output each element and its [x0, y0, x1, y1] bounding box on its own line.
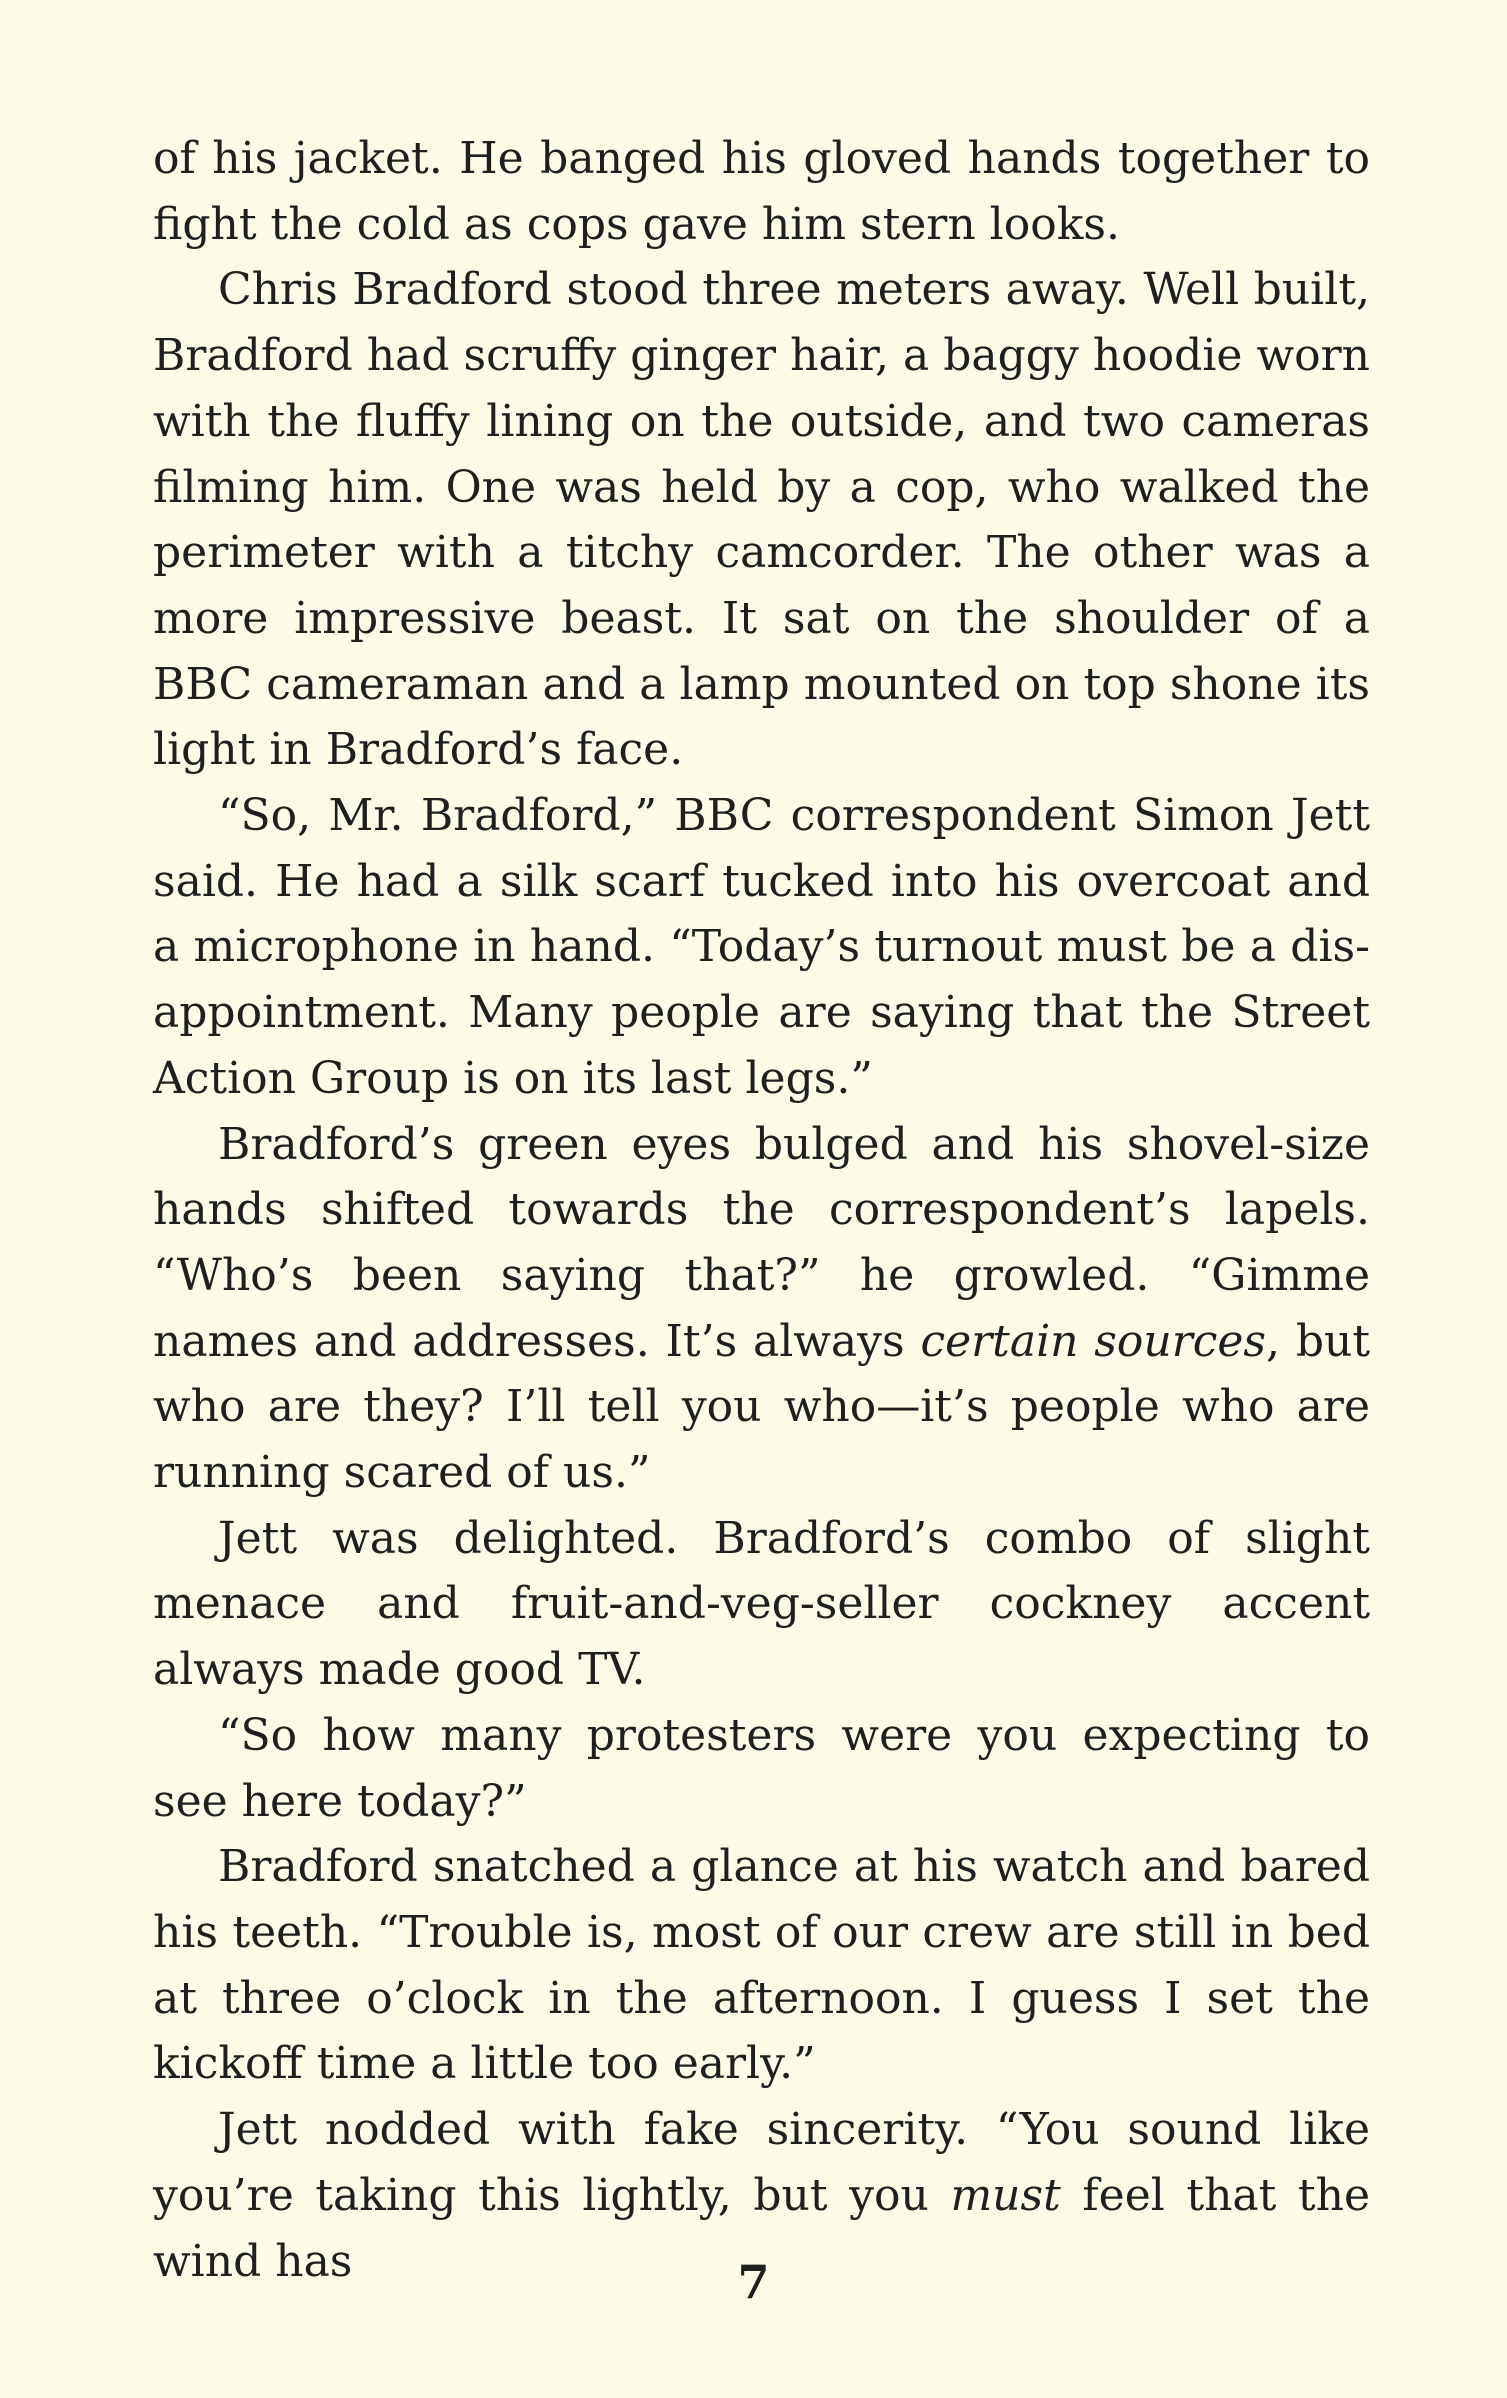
paragraph-6 — [153, 1703, 1370, 1834]
paragraph-7 — [153, 1834, 1370, 2097]
paragraph-4 — [153, 1112, 1370, 1506]
paragraph-text: Chris Bradford stood three meters away. Well built, Bradford had scruffy ginger hair, a baggy hoodie worn with the fluffy lining on the outside, and two cameras filming him. One was held by a cop, who walked the perimeter with a titchy camcorder. The other was a more impressive beast. It sat on the shoulder of a BBC cameraman and a lamp mounted on top shone its light in Bradford’s face. — [153, 264, 1370, 776]
paragraph-text: , but who are they? I’ll tell you who—it’s people who are running scared of us.” — [153, 1315, 1371, 1499]
paragraph-text: Bradford’s green eyes bulged and his shovel-size hands shifted towards the correspondent’s lapels. “Who’s been saying that?” he growled. “Gimme names and addresses. It’s always — [153, 1118, 1370, 1367]
body-text — [153, 126, 1370, 2294]
paragraph-2 — [153, 257, 1370, 783]
paragraph-text: “So how many protesters were you expecting to see here today?” — [153, 1709, 1370, 1827]
paragraph-text: of his jacket. He banged his gloved hands together to fight the cold as cops gave him stern looks. — [153, 133, 1370, 250]
page-number: 7 — [737, 2255, 770, 2309]
paragraph-text: Jett was delighted. Bradford’s combo of slight menace and fruit-and-veg-seller cockney accent always made good TV. — [153, 1512, 1370, 1696]
paragraph-5 — [153, 1506, 1370, 1703]
paragraph-1 — [153, 126, 1370, 257]
paragraph-3 — [153, 783, 1370, 1112]
paragraph-text: Bradford snatched a glance at his watch and bared his teeth. “Trouble is, most of our crew are still in bed at three o’clock in the afternoon. I guess I set the kickoff time a little too early.” — [153, 1841, 1370, 2090]
italic-text: certain sources — [920, 1315, 1267, 1367]
italic-text: must — [950, 2169, 1061, 2221]
paragraph-text: “So, Mr. Bradford,” BBC correspondent Simon Jett said. He had a silk scarf tucked into his overcoat and a microphone in hand. “Today’s turnout must be a disappointment. Many people are saying that the Street Action Group is on its last legs.” — [153, 790, 1370, 1104]
paragraph-text: feel that the wind has — [153, 2169, 1370, 2287]
paragraph-text: Jett nodded with fake sincerity. “You sound like you’re taking this lightly, but you — [153, 2104, 1370, 2221]
